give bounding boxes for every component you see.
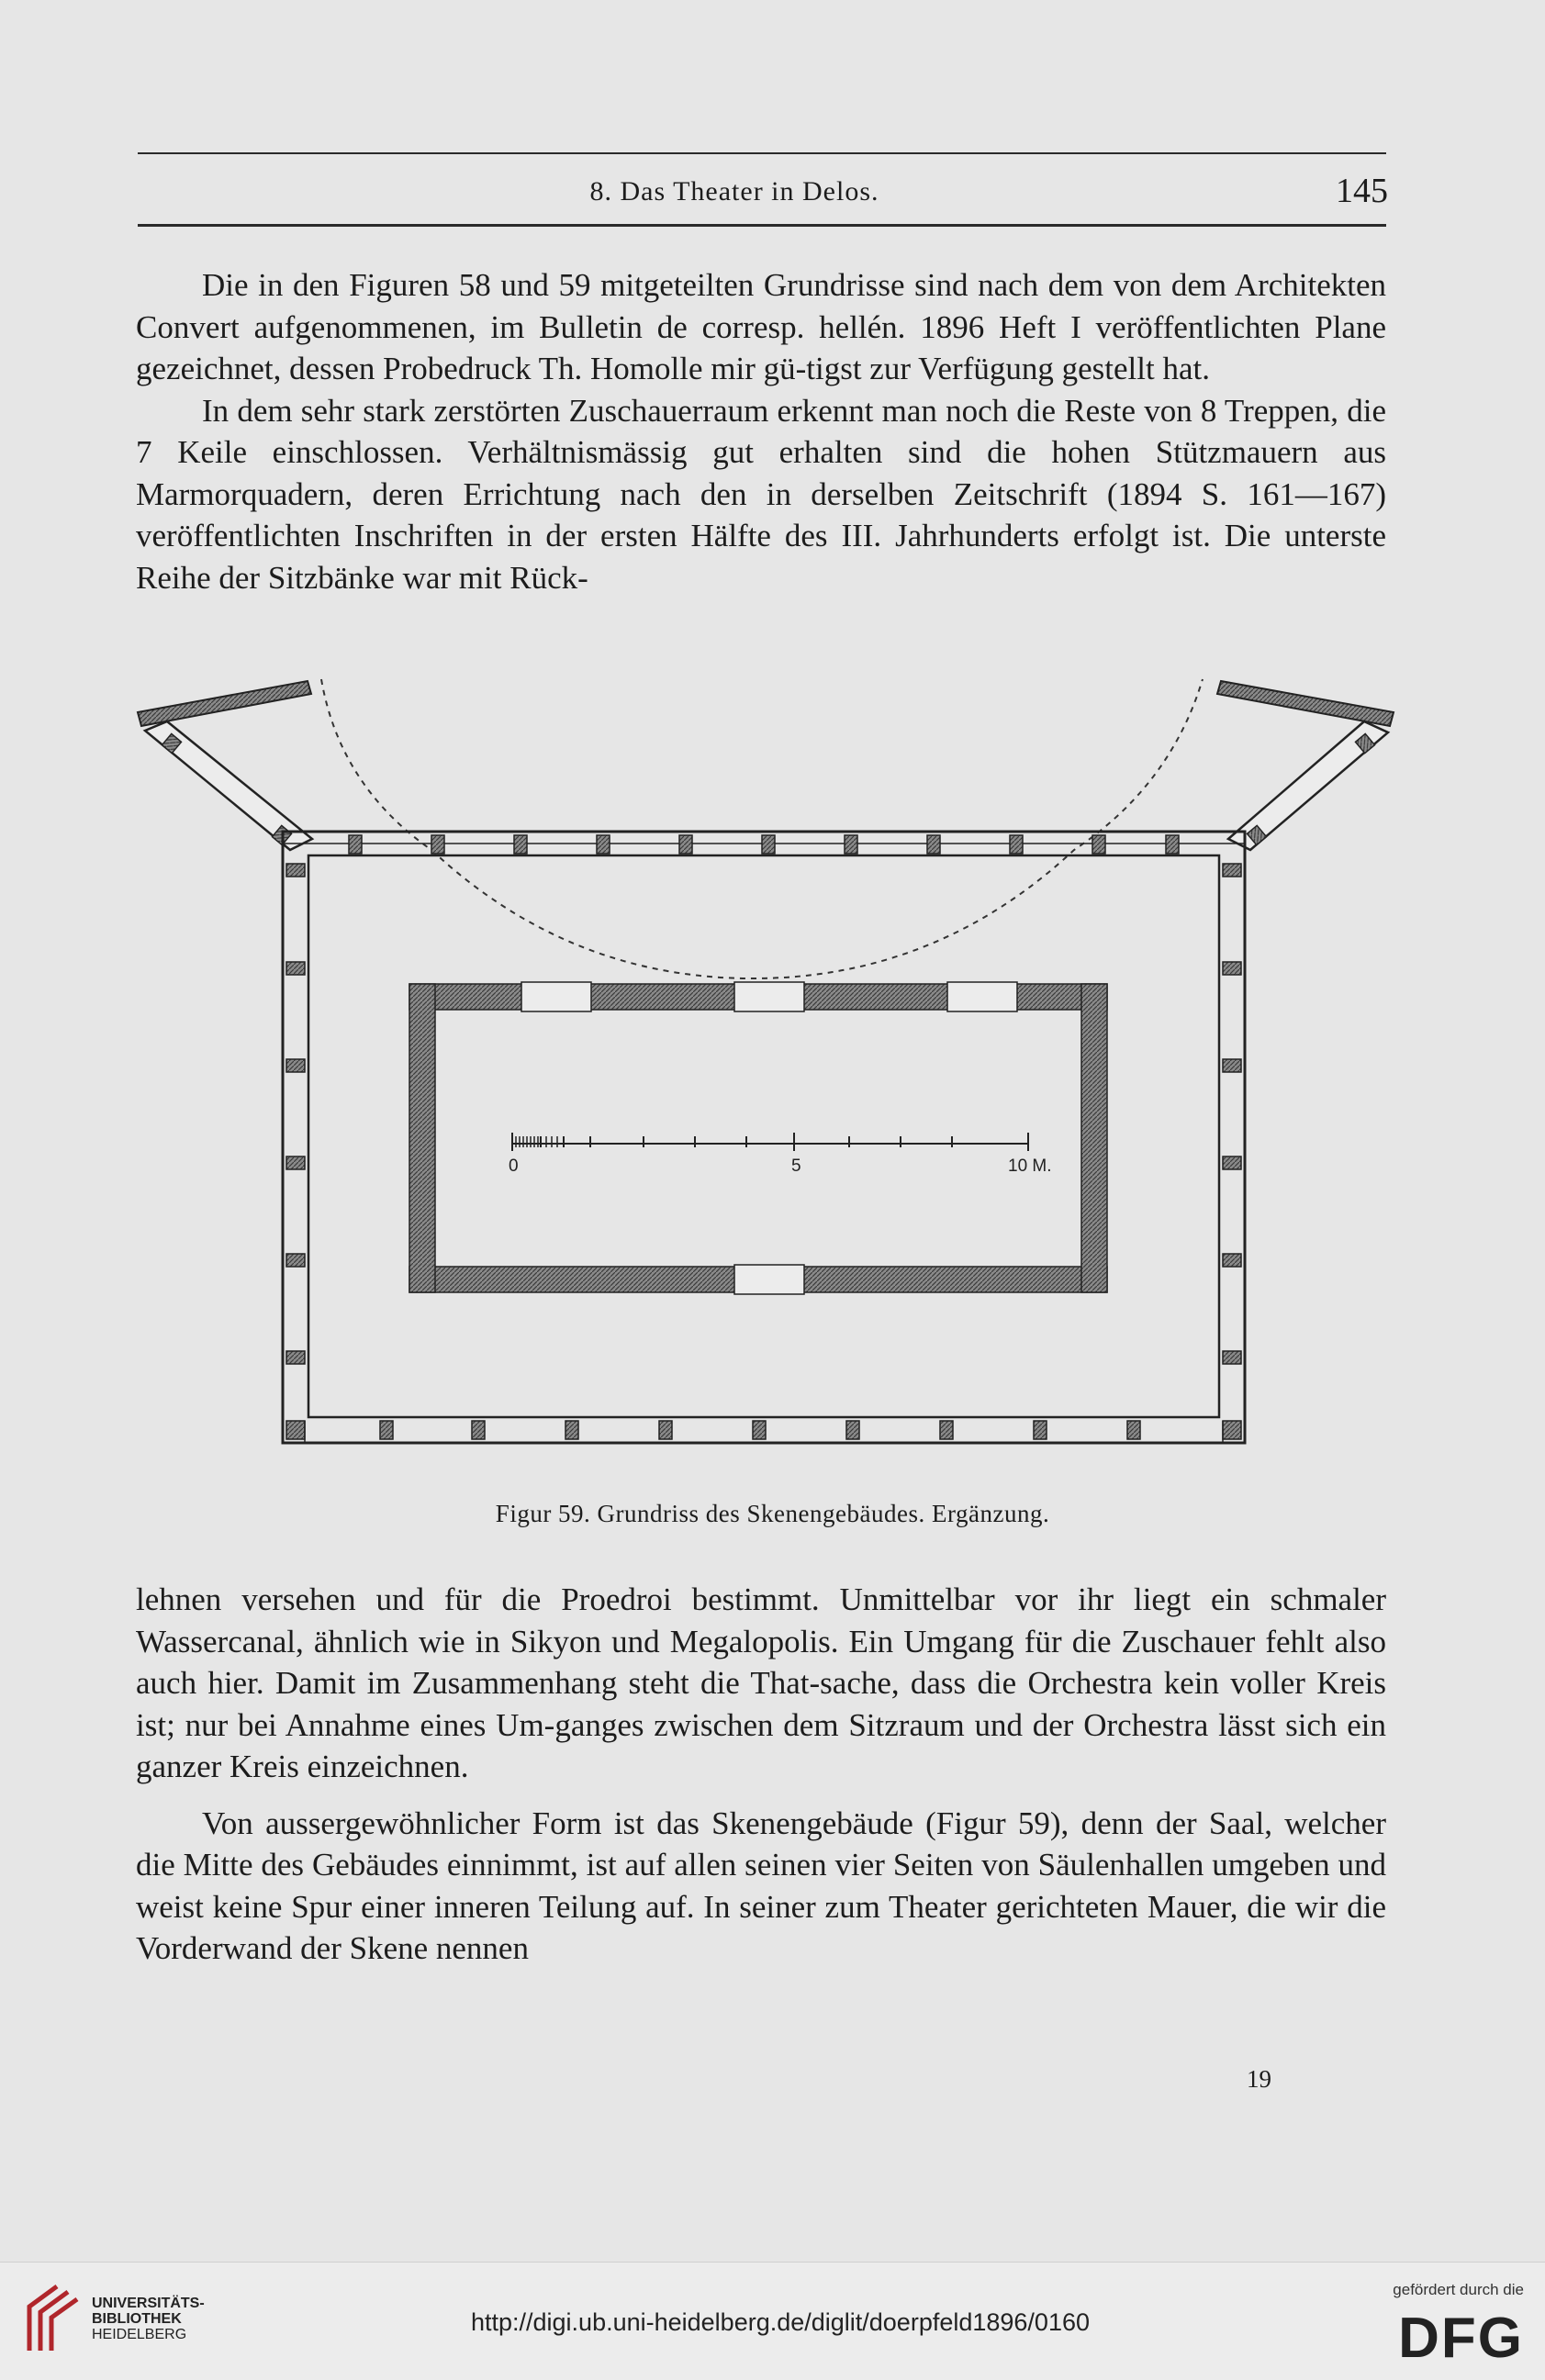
central-hall: [409, 984, 1107, 1292]
header-bottom-rule: [138, 224, 1386, 227]
retaining-wall-left: [138, 681, 311, 726]
dfg-logo: DFG: [1398, 2307, 1524, 2370]
body-text-bottom: [136, 1579, 1386, 1970]
figure-caption: Figur 59. Grundriss des Skenengebäudes. Ergänzung.: [495, 1500, 1050, 1527]
paragraph: lehnen versehen und für die Proedroi bestimmt. Unmittelbar vor ihr liegt ein schmaler Wassercanal, ähnlich wie in Sikyon und Megalopolis. Ein Umgang für die Zuschauer fehlt also auch hier. Damit im Zusammenhang steht die That-sache, dass die Orchestra kein voller Kreis ist; nur bei Annahme eines Um-ganges zwischen dem Sitzraum und der Orchestra lässt sich ein ganzer Kreis einzeichnen.: [136, 1581, 1386, 1784]
digitization-footer: [0, 2262, 1545, 2380]
orchestra-arc: [321, 679, 1203, 978]
paragraph: Die in den Figuren 58 und 59 mitgeteilten Grundrisse sind nach dem von dem Architekten Convert aufgenommenen, im Bulletin de corresp. hellén. 1896 Heft I veröffentlichten Plane gezeichnet, dessen Probedruck Th. Homolle mir gü-tigst zur Verfügung gestellt hat.: [136, 267, 1386, 386]
running-head: 8. Das Theater in Delos.: [589, 176, 879, 207]
page-number: 145: [1336, 172, 1388, 210]
paragraph: Von aussergewöhnlicher Form ist das Skenengebäude (Figur 59), denn der Saal, welcher die Mitte des Gebäudes einnimmt, ist auf allen seinen vier Seiten von Säulenhallen umgeben und weist keine Spur einer inneren Teilung auf. In seiner zum Theater gerichteten Mauer, die wir die Vorderwand der Skene nennen: [136, 1805, 1386, 1966]
scale-label-0: 0: [509, 1156, 519, 1176]
signature-mark: 19: [1247, 2065, 1271, 2093]
scale-label-10: 10 M.: [1008, 1156, 1052, 1176]
funding-label: gefördert durch die: [1393, 2281, 1524, 2298]
library-logo-icon: [20, 2279, 84, 2356]
body-text-top: [136, 264, 1386, 598]
scale-bar: [512, 1133, 1028, 1151]
library-name: UNIVERSITÄTS- BIBLIOTHEK HEIDELBERG: [92, 2296, 205, 2342]
source-url-link[interactable]: http://digi.ub.uni-heidelberg.de/diglit/doerpfeld1896/0160: [470, 2308, 1090, 2336]
paragraph: In dem sehr stark zerstörten Zuschauerraum erkennt man noch die Reste von 8 Treppen, die 7 Keile einschlossen. Verhältnismässig gut erhalten sind die hohen Stützmauern aus Marmorquadern, deren Errichtung nach den in derselben Zeitschrift (1894 S. 161—167) veröffentlichten Inschriften in der ersten Hälfte des III. Jahrhunderts erfolgt ist. Die unterste Reihe der Sitzbänke war mit Rück-: [136, 392, 1386, 596]
header-top-rule: [138, 152, 1386, 154]
retaining-wall-right: [1217, 681, 1394, 726]
floor-plan-drawing: [129, 676, 1414, 1483]
scale-label-5: 5: [791, 1156, 801, 1176]
hall-doorways: [521, 982, 1017, 1294]
figure-59: [129, 676, 1414, 1483]
